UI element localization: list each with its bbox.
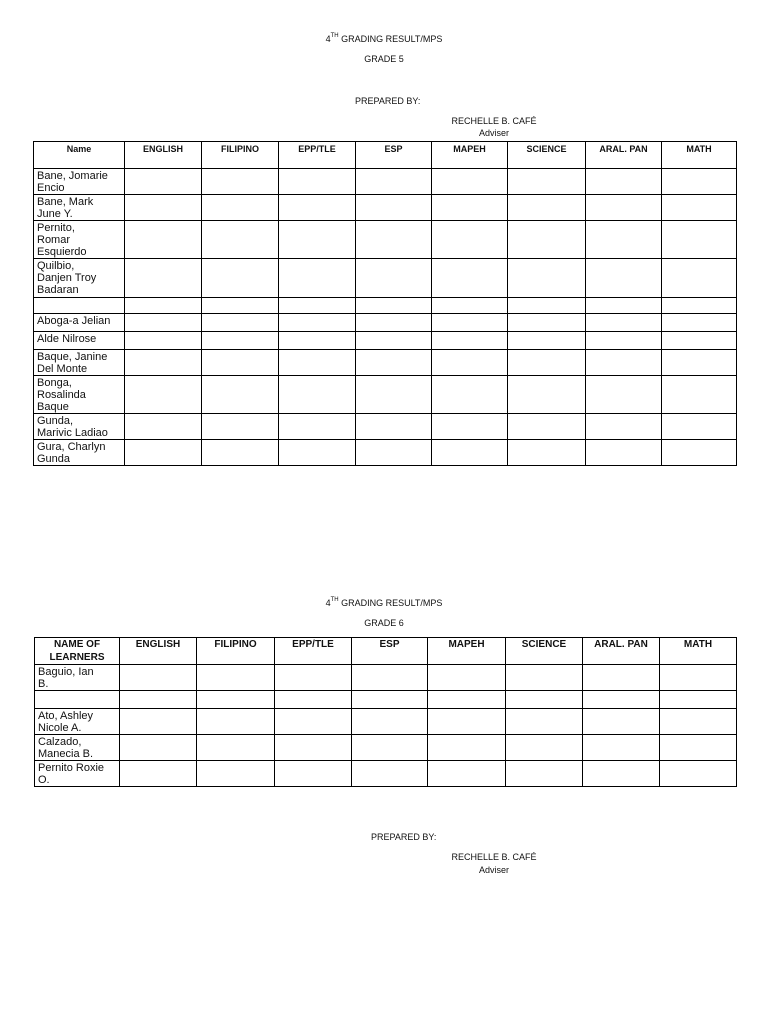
- grade-cell: [662, 314, 737, 332]
- table-row: [34, 259, 737, 298]
- grade-cell: [279, 195, 356, 221]
- grade-cell: [356, 221, 432, 259]
- column-header: Name: [34, 142, 125, 169]
- grade-cell: [279, 414, 356, 440]
- grade-cell: [432, 298, 508, 314]
- grade-cell: [352, 665, 428, 691]
- grade-cell: [356, 314, 432, 332]
- table-row: [34, 376, 737, 414]
- grade-cell: [662, 414, 737, 440]
- learner-name-cell: [34, 259, 125, 298]
- column-header: ARAL. PAN: [586, 142, 662, 169]
- grade-cell: [352, 761, 428, 787]
- grade-cell: [660, 665, 737, 691]
- grade-cell: [432, 259, 508, 298]
- learner-name-cell: [34, 350, 125, 376]
- grade-cell: [586, 376, 662, 414]
- grade-cell: [432, 350, 508, 376]
- grade-cell: [279, 169, 356, 195]
- learner-name-line: Calzado,: [38, 736, 82, 748]
- grade-cell: [583, 665, 660, 691]
- learner-name-line: Bonga,: [37, 377, 72, 389]
- grade-cell: [352, 691, 428, 709]
- table-row: [34, 298, 737, 314]
- learner-name-cell: [34, 376, 125, 414]
- grade-cell: [356, 298, 432, 314]
- grade-cell: [202, 221, 279, 259]
- grade-cell: [356, 350, 432, 376]
- learner-name-cell: [35, 665, 120, 691]
- column-header: ESP: [356, 142, 432, 169]
- grade-cell: [197, 665, 275, 691]
- grade-cell: [125, 440, 202, 466]
- grade-cell: [356, 332, 432, 350]
- grade-cell: [506, 761, 583, 787]
- column-header: ESP: [352, 638, 428, 665]
- grade-cell: [125, 314, 202, 332]
- grade-cell: [660, 691, 737, 709]
- column-header: FILIPINO: [197, 638, 275, 665]
- grade-cell: [352, 709, 428, 735]
- adviser-label-bottom: Adviser: [478, 865, 509, 875]
- table-row: [34, 169, 737, 195]
- grade-cell: [660, 709, 737, 735]
- column-header: MATH: [662, 142, 737, 169]
- learner-name-line: Romar: [37, 234, 71, 246]
- table-row: [34, 440, 737, 466]
- column-header: EPP/TLE: [275, 638, 352, 665]
- grade-cell: [662, 298, 737, 314]
- learner-name-cell: [35, 761, 120, 787]
- grade-cell: [662, 169, 737, 195]
- table-row: [35, 709, 737, 735]
- grade-cell: [125, 414, 202, 440]
- grade-cell: [508, 314, 586, 332]
- grade-cell: [506, 735, 583, 761]
- learner-name-line: Encio: [37, 182, 65, 194]
- grade-cell: [202, 350, 279, 376]
- grade-cell: [125, 221, 202, 259]
- grade-cell: [508, 298, 586, 314]
- grade-cell: [662, 350, 737, 376]
- grade-cell: [508, 414, 586, 440]
- grade-cell: [275, 709, 352, 735]
- grade-cell: [279, 314, 356, 332]
- learner-name-line: Pernito,: [37, 222, 75, 234]
- grade-cell: [508, 259, 586, 298]
- grade-cell: [586, 221, 662, 259]
- grade-cell: [356, 169, 432, 195]
- grade-cell: [583, 735, 660, 761]
- grade-cell: [508, 376, 586, 414]
- learner-name-cell: [35, 709, 120, 735]
- grade-cell: [352, 735, 428, 761]
- grade-cell: [275, 691, 352, 709]
- grade-cell: [506, 709, 583, 735]
- grade-cell: [432, 221, 508, 259]
- grade-cell: [428, 709, 506, 735]
- grade-cell: [586, 195, 662, 221]
- grade-cell: [508, 332, 586, 350]
- learner-name-line: June Y.: [37, 208, 73, 220]
- grade-cell: [586, 314, 662, 332]
- grade-cell: [125, 259, 202, 298]
- grade-cell: [125, 195, 202, 221]
- grade-cell: [279, 298, 356, 314]
- prepared-by-label-bottom: PREPARED BY:: [371, 832, 437, 842]
- grade-cell: [202, 259, 279, 298]
- grade-cell: [432, 332, 508, 350]
- grade-cell: [428, 761, 506, 787]
- grade-cell: [356, 259, 432, 298]
- grade6-label: GRADE 6: [364, 618, 404, 628]
- grade-cell: [279, 350, 356, 376]
- grade-cell: [662, 376, 737, 414]
- grade-cell: [660, 761, 737, 787]
- grade-cell: [202, 314, 279, 332]
- grade-cell: [432, 314, 508, 332]
- grade5-label: GRADE 5: [364, 54, 404, 64]
- prepared-by-label-top: PREPARED BY:: [355, 96, 421, 106]
- grade-cell: [125, 350, 202, 376]
- learner-name-line: Gunda: [37, 453, 71, 465]
- learner-name-cell: [34, 332, 125, 350]
- learner-name-cell: [35, 735, 120, 761]
- grade-cell: [197, 735, 275, 761]
- grade-cell: [428, 735, 506, 761]
- grade-cell: [583, 691, 660, 709]
- grade-cell: [508, 440, 586, 466]
- grade-cell: [508, 195, 586, 221]
- grade-cell: [275, 761, 352, 787]
- column-header: NAME OF LEARNERS: [35, 638, 120, 665]
- learner-name-line: Del Monte: [37, 363, 88, 375]
- grade-cell: [125, 298, 202, 314]
- learner-name-cell: [34, 440, 125, 466]
- grade-cell: [120, 709, 197, 735]
- table-row: [34, 350, 737, 376]
- column-header: SCIENCE: [506, 638, 583, 665]
- grade-cell: [660, 735, 737, 761]
- grading-title-grade5: 4TH GRADING RESULT/MPS: [325, 33, 443, 44]
- column-header: ARAL. PAN: [583, 638, 660, 665]
- learner-name-cell: [34, 221, 125, 259]
- column-header: EPP/TLE: [279, 142, 356, 169]
- learner-name-line: Manecia B.: [38, 748, 94, 760]
- grade-cell: [586, 332, 662, 350]
- table-header-row: [34, 142, 737, 169]
- grade-cell: [202, 376, 279, 414]
- column-header: FILIPINO: [202, 142, 279, 169]
- grade-cell: [356, 414, 432, 440]
- learner-name-line: Quilbio,: [37, 260, 75, 272]
- grade-cell: [125, 169, 202, 195]
- grade-cell: [202, 332, 279, 350]
- grade-cell: [662, 195, 737, 221]
- learner-name-line: Danjen Troy: [37, 272, 97, 284]
- grade5-results-table: [33, 141, 737, 466]
- learner-name-line: Baque: [37, 401, 69, 413]
- grade-cell: [586, 414, 662, 440]
- grade-cell: [662, 440, 737, 466]
- grade-cell: [197, 709, 275, 735]
- teacher-name-bottom: RECHELLE B. CAFÉ: [451, 852, 537, 862]
- grade-cell: [202, 195, 279, 221]
- grade-cell: [120, 761, 197, 787]
- learner-name-line: Gunda,: [37, 415, 74, 427]
- learner-name-line: Gura, Charlyn: [37, 441, 106, 453]
- learner-name-line: Baque, Janine: [37, 351, 108, 363]
- grade-cell: [202, 169, 279, 195]
- grade-cell: [432, 414, 508, 440]
- grade-cell: [432, 440, 508, 466]
- grade-cell: [202, 414, 279, 440]
- column-header: ENGLISH: [125, 142, 202, 169]
- grade-cell: [586, 440, 662, 466]
- learner-name-cell: [34, 195, 125, 221]
- column-header: ENGLISH: [120, 638, 197, 665]
- grade-cell: [202, 298, 279, 314]
- grade-cell: [279, 221, 356, 259]
- grade-cell: [508, 350, 586, 376]
- grade-cell: [356, 376, 432, 414]
- learner-name-line: Badaran: [37, 284, 79, 296]
- learner-name-line: Pernito Roxie: [38, 762, 105, 774]
- grade-cell: [662, 332, 737, 350]
- grade-cell: [275, 735, 352, 761]
- column-header: MATH: [660, 638, 737, 665]
- table-row: [35, 735, 737, 761]
- learner-name-cell: [35, 691, 120, 709]
- grade-cell: [432, 195, 508, 221]
- table-header-row: [35, 638, 737, 665]
- grade6-results-table: [34, 637, 737, 787]
- table-row: [35, 665, 737, 691]
- grade-cell: [586, 350, 662, 376]
- table-row: [34, 221, 737, 259]
- learner-name-cell: [34, 414, 125, 440]
- grade-cell: [125, 376, 202, 414]
- grade-cell: [508, 169, 586, 195]
- column-header: MAPEH: [432, 142, 508, 169]
- learner-name-line: Nicole A.: [38, 722, 82, 734]
- table-row: [34, 314, 737, 332]
- table-row: [34, 332, 737, 350]
- learner-name-line: Aboga-a Jelian: [37, 315, 111, 327]
- learner-name-line: Bane, Mark: [37, 196, 94, 208]
- grade-cell: [275, 665, 352, 691]
- grade-cell: [662, 221, 737, 259]
- grade-cell: [586, 169, 662, 195]
- learner-name-line: Alde Nilrose: [37, 333, 97, 345]
- learner-name-line: Marivic Ladiao: [37, 427, 108, 439]
- learner-name-cell: [34, 314, 125, 332]
- grade-cell: [356, 195, 432, 221]
- grade-cell: [125, 332, 202, 350]
- learner-name-line: O.: [38, 774, 50, 786]
- table-row: [34, 414, 737, 440]
- grade-cell: [356, 440, 432, 466]
- grade-cell: [583, 709, 660, 735]
- column-header: MAPEH: [428, 638, 506, 665]
- grade-cell: [279, 440, 356, 466]
- learner-name-line: Baguio, Ian: [38, 666, 94, 678]
- grade-cell: [583, 761, 660, 787]
- grade-cell: [662, 259, 737, 298]
- grade-cell: [428, 665, 506, 691]
- learner-name-line: Ato, Ashley: [38, 710, 94, 722]
- learner-name-line: Rosalinda: [37, 389, 86, 401]
- teacher-name-top: RECHELLE B. CAFÉ: [451, 116, 537, 126]
- table-row: [35, 761, 737, 787]
- learner-name-cell: [34, 169, 125, 195]
- grade-cell: [428, 691, 506, 709]
- column-header: SCIENCE: [508, 142, 586, 169]
- grade-cell: [202, 440, 279, 466]
- grade-cell: [197, 691, 275, 709]
- grade-cell: [120, 665, 197, 691]
- grade-cell: [586, 259, 662, 298]
- grade-cell: [279, 376, 356, 414]
- grading-title-grade6: 4TH GRADING RESULT/MPS: [325, 597, 443, 608]
- grade-cell: [120, 735, 197, 761]
- learner-name-line: Bane, Jomarie: [37, 170, 108, 182]
- learner-name-line: B.: [38, 678, 49, 690]
- grade-cell: [432, 376, 508, 414]
- grade-cell: [508, 221, 586, 259]
- grade-cell: [279, 259, 356, 298]
- grade-cell: [506, 691, 583, 709]
- grade-cell: [432, 169, 508, 195]
- grade-cell: [506, 665, 583, 691]
- table-row: [34, 195, 737, 221]
- adviser-label-top: Adviser: [478, 128, 509, 138]
- learner-name-cell: [34, 298, 125, 314]
- grade-cell: [197, 761, 275, 787]
- grade-cell: [279, 332, 356, 350]
- table-row: [35, 691, 737, 709]
- learner-name-line: Esquierdo: [37, 246, 87, 258]
- grade-cell: [586, 298, 662, 314]
- grade-cell: [120, 691, 197, 709]
